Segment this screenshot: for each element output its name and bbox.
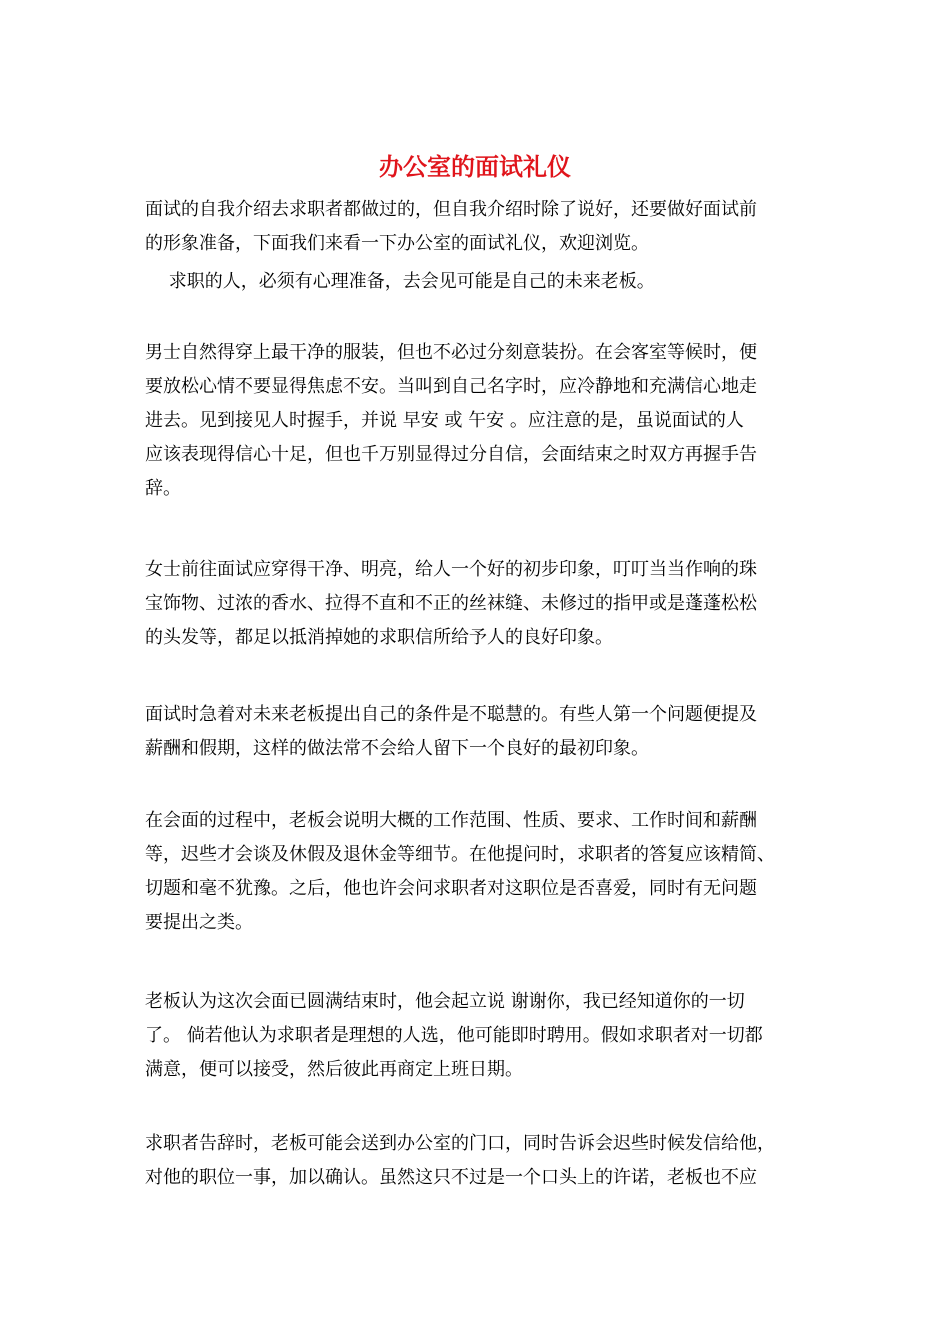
text-line: 对他的职位一事，加以确认。虽然这只不过是一个口头上的许诺，老板也不应 xyxy=(145,1167,757,1188)
paragraph-men xyxy=(145,336,825,506)
text-line: 要放松心情不要显得焦虑不安。当叫到自己名字时，应冷静地和充满信心地走 xyxy=(145,376,757,397)
paragraph-intro xyxy=(145,193,825,261)
text-line: 了。 倘若他认为求职者是理想的人选，他可能即时聘用。假如求职者对一切都 xyxy=(145,1025,763,1046)
text-line: 进去。见到接见人时握手，并说 早安 或 午安 。应注意的是，虽说面试的人 xyxy=(145,410,744,431)
paragraph-farewell xyxy=(145,1127,825,1195)
text-line: 切题和毫不犹豫。之后，他也许会问求职者对这职位是否喜爱，同时有无问题 xyxy=(145,878,757,899)
text-line: 老板认为这次会面已圆满结束时，他会起立说 谢谢你，我已经知道你的一切 xyxy=(145,991,745,1012)
text-line: 求职的人，必须有心理准备，去会见可能是自己的未来老板。 xyxy=(145,271,655,292)
text-line: 的头发等，都足以抵消掉她的求职信所给予人的良好印象。 xyxy=(145,627,613,648)
text-line: 辞。 xyxy=(145,478,181,499)
text-line: 薪酬和假期，这样的做法常不会给人留下一个良好的最初印象。 xyxy=(145,738,649,759)
text-line: 宝饰物、过浓的香水、拉得不直和不正的丝袜缝、未修过的指甲或是蓬蓬松松 xyxy=(145,593,757,614)
paragraph-women xyxy=(145,553,825,655)
text-line: 满意，便可以接受，然后彼此再商定上班日期。 xyxy=(145,1059,523,1080)
paragraph-conclusion xyxy=(145,985,825,1087)
text-line: 等，迟些才会谈及休假及退休金等细节。在他提问时，求职者的答复应该精简、 xyxy=(145,844,775,865)
text-line: 面试的自我介绍去求职者都做过的，但自我介绍时除了说好，还要做好面试前 xyxy=(145,199,757,220)
paragraph-conditions xyxy=(145,698,825,766)
text-line: 女士前往面试应穿得干净、明亮，给人一个好的初步印象，叮叮当当作响的珠 xyxy=(145,559,757,580)
text-line: 的形象准备，下面我们来看一下办公室的面试礼仪，欢迎浏览。 xyxy=(145,233,649,254)
paragraph-meeting xyxy=(145,804,825,940)
text-line: 男士自然得穿上最干净的服装，但也不必过分刻意装扮。在会客室等候时，便 xyxy=(145,342,757,363)
text-line: 面试时急着对未来老板提出自己的条件是不聪慧的。有些人第一个问题便提及 xyxy=(145,704,757,725)
text-line: 应该表现得信心十足，但也千万别显得过分自信，会面结束之时双方再握手告 xyxy=(145,444,757,465)
text-line: 求职者告辞时，老板可能会送到办公室的门口，同时告诉会迟些时候发信给他， xyxy=(145,1133,775,1154)
paragraph-1 xyxy=(145,265,825,299)
document-title: 办公室的面试礼仪 xyxy=(379,152,571,181)
text-line: 要提出之类。 xyxy=(145,912,253,933)
text-line: 在会面的过程中，老板会说明大概的工作范围、性质、要求、工作时间和薪酬 xyxy=(145,810,757,831)
